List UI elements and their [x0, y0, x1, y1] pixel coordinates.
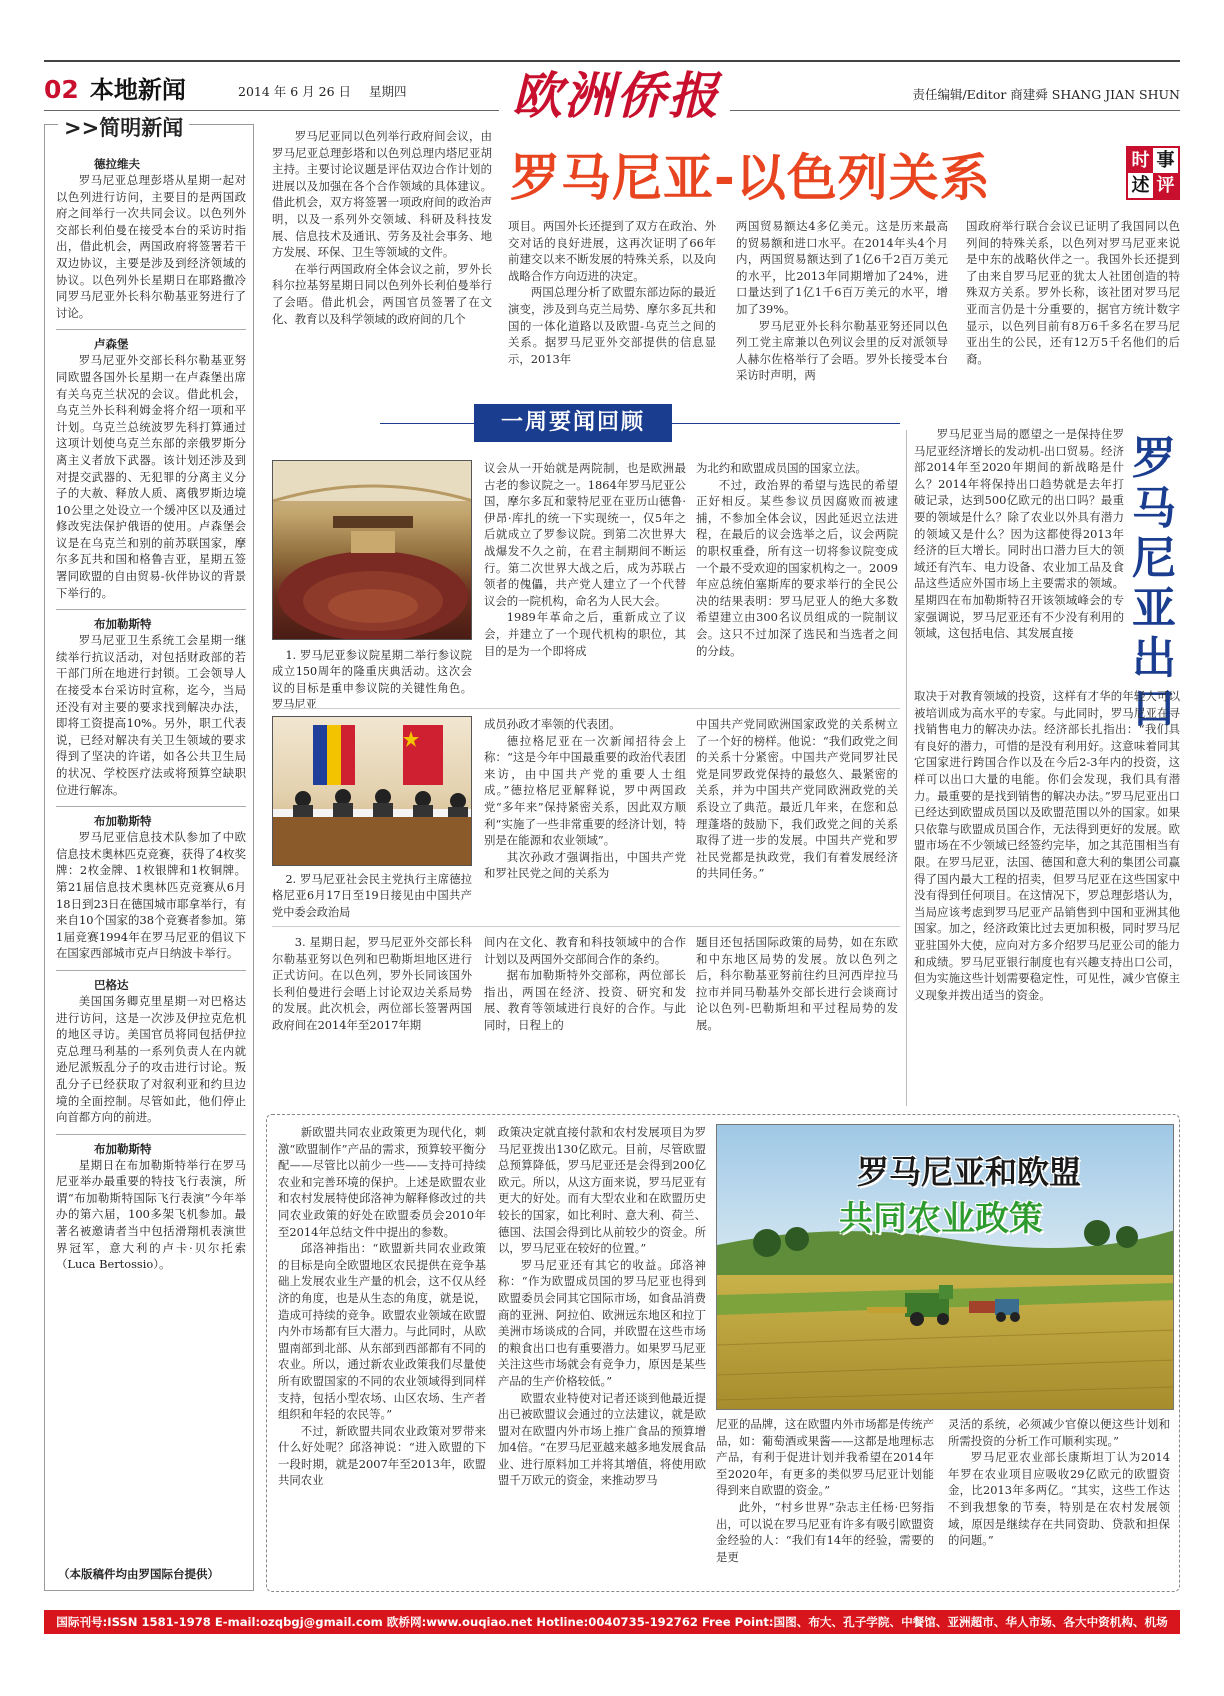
lead-col-1 [272, 128, 492, 394]
lead-article-title: 罗马尼亚-以色列关系 [510, 149, 991, 207]
export-paragraph: 罗马尼亚当局的愿望之一是保持住罗马尼亚经济增长的发动机-出口贸易。经济部2014年至2020年期间的新战略是什么？2014年将保持出口趋势就是去年打破记录，达到500亿欧元的出口吗？最重要的领域是什么？除了农业以外具有潜力的领域又是什么？因为这都使得2013年经济的巨大增长。同时出口潜力巨大的领域还有汽车、电力设备、农业加工品及食品这些适应外国市场上主要需求的领域。星期四在布加勒斯特召开该领域峰会的专家强调说，罗马尼亚还有不少没有利用的领域，这包括电信、其发展直接 [914, 427, 1124, 641]
review-2-col-2 [696, 716, 898, 916]
sidebar-footer-note: （本版稿件均由罗国际台提供） [58, 1567, 219, 1581]
review-3-col-3 [696, 934, 898, 1106]
badge-char: 述 [1131, 175, 1150, 196]
agri-title-line-1: 罗马尼亚和欧盟 [857, 1153, 1082, 1191]
review-3-col-1 [272, 934, 472, 1106]
agri-col-1 [278, 1124, 486, 1584]
agri-paragraph: 不过，新欧盟共同农业政策对罗带来什么好处呢？邱洛神说：“进入欧盟的下一段时期，就是2007年至2013年，欧盟共同农业 [278, 1423, 486, 1488]
page-number: 02 [44, 75, 79, 104]
brief-divider [56, 609, 246, 610]
brief-place: 德拉维夫 [94, 157, 140, 171]
review-paragraph: 中国共产党同欧洲国家政党的关系树立了一个好的榜样。他说：“我们政党之间的关系十分紧密。中国共产党同罗社民党是同罗政党保持的最悠久、最紧密的关系，并为中国共产党同欧洲政党的关系设立了典范。最近几年来，在您和总理蓬塔的鼓励下，我们政党之间的关系取得了进一步的发展。中国共产党和罗社民党都是执政党，我们有着发展经济的共同任务。” [696, 717, 898, 881]
meeting-illustration [273, 717, 472, 866]
review-3-col-2 [484, 934, 686, 1106]
brief-place: 卢森堡 [94, 337, 129, 352]
sidebar-title: >>简明新闻 [58, 112, 189, 142]
review-paragraph: 间内在文化、教育和科技领域中的合作计划以及两国外交部间合作的条约。 [484, 935, 686, 966]
lead-paragraph: 两国总理分析了欧盟东部边际的最近演变，涉及到乌克兰局势、摩尔多瓦共和国的一体化道路以及欧盟-乌克兰之间的关系。据罗马尼亚外交部提供的信息显示，2013年 [508, 285, 716, 366]
review-paragraph: 成员孙政才率领的代表团。 [484, 717, 621, 731]
export-col-bottom [914, 688, 1180, 1106]
brief-place: 布加勒斯特 [94, 814, 152, 829]
lead-col-4 [966, 218, 1180, 394]
lead-col-2 [508, 218, 716, 394]
brief-place: 巴格达 [94, 977, 129, 992]
commentary-badge [1126, 146, 1180, 200]
page-header [44, 70, 186, 105]
photo-caption-1: 1. 罗马尼亚参议院星期二举行参议院成立150周年的隆重庆典活动。这次会议的目标是重申参议院的关键性角色。罗马尼亚 [272, 649, 472, 712]
weekday-text: 星期四 [369, 84, 407, 99]
brief-divider [56, 970, 246, 971]
agri-paragraph: 罗马尼亚还有其它的收益。邱洛神称：“作为欧盟成员国的罗马尼亚也得到欧盟委员会同其它国际市场，如食品消费商的亚洲、阿拉伯、欧洲远东地区和拉丁美洲市场谈成的合同，并欧盟在这些市场的粮食出口也有重要潜力。如果罗马尼亚关注这些市场就会有竞争力，原因是某些产品的生产价格较低。” [498, 1257, 706, 1388]
senate-hall-illustration [273, 461, 472, 640]
weekly-review-banner: 一周要闻回顾 [474, 404, 672, 442]
agri-col-4 [948, 1416, 1170, 1584]
lead-paragraph: 国政府举行联合会议已证明了我国同以色列间的特殊关系，以色列对罗马尼亚来说是中东的战略伙伴之一。我国外长还提到了由来自罗马尼亚的犹太人社团创造的特殊双方关系。罗外长称，该社团对罗马尼亚而言仍是十分重要的，据官方统计数字显示，以色列目前有8万6千多名在罗马尼亚出生的公民，还有12万5千名他们的后裔。 [966, 219, 1180, 366]
lead-paragraph: 罗马尼亚外长科尔勒基亚努还同以色列工党主席兼以色列议会里的反对派领导人赫尔佐格举行了会晤。罗外长接受本台采访时声明，两 [736, 318, 948, 383]
date-text: 2014 年 6 月 26 日 [238, 84, 352, 99]
review-paragraph: 1989年革命之后，重新成立了议会，并建立了一个现代机构的职位，其目的是为一个即将成 [484, 610, 686, 658]
footer-bar: 国际刊号:ISSN 1581-1978 E-mail:ozqbgj@gmail.com 欧桥网:www.ouqiao.net Hotline:0040735-192762 Free Point:国图、布大、孔子学院、中餐馆、亚洲超市、华人市场、各大中资机构、机场 [44, 1610, 1180, 1634]
agri-col-3 [716, 1416, 934, 1584]
brief-place: 布加勒斯特 [94, 617, 152, 632]
agri-title-line-2: 共同农业政策 [839, 1199, 1043, 1239]
export-col-top [914, 426, 1124, 682]
badge-char: 评 [1153, 173, 1178, 198]
brief-place: 布加勒斯特 [94, 1141, 152, 1156]
lead-paragraph: 两国贸易额达4多亿美元。这是历来最高的贸易额和进口水平。在2014年头4个月内，两国贸易额达到了1亿6千2百万美元的水平，比2013年同期增加了24%，进口量达到了1亿1千6百万美元的水平，增加了39%。 [736, 219, 948, 316]
section-name: 本地新闻 [89, 76, 186, 104]
review-paragraph: 其次孙政才强调指出，中国共产党和罗社民党之间的关系为 [484, 849, 686, 881]
brief-divider [56, 329, 246, 330]
review-paragraph: 议会从一开始就是两院制，也是欧洲最古老的参议院之一。1864年罗马尼亚公国，摩尔多瓦和蒙特尼亚在亚历山德鲁·伊昂·库扎的统一下实现统一，仅5年之后就成立了罗参议院。到第二次世界大战爆发不久之前，在君主制期间不断运行。第二次世界大战之后，成为苏联占领者的傀儡，共产党人建立了一个代替议会的一院机构，命名为人民大会。 [484, 461, 686, 608]
brief-divider [56, 806, 246, 807]
agri-paragraph: 邱洛神指出：“欧盟新共同农业政策的目标是向全欧盟地区农民提供在竞争基础上发展农业生产量的机会，这不仅从经济的角度，也是从生态的角度，就是说，造成可持续的竞争。欧盟农业领域在欧盟内外市场都有巨大潜力。与此同时，从欧盟南部到北部、从东部到西部都有不同的农业。所以，通过新农业政策我们尽量使所有欧盟国家的不同的农业领域得到同样支持，包括小型农场、山区农场、生产者组织和年轻的农民等。” [278, 1241, 486, 1422]
agri-paragraph: 欧盟农业特使对记者还谈到他最近提出已被欧盟议会通过的立法建议，就是欧盟对在欧盟内外市场上推广食品的预算增加4倍。“在罗马尼亚越来越多地发展食品业、进行原料加工并将其增值，将使用欧盟千万欧元的资金，来推动罗马 [498, 1390, 706, 1488]
delegation-meeting-photo [272, 716, 472, 866]
brief-news-list [56, 150, 246, 1570]
brief-divider [56, 1134, 246, 1135]
photo-caption-2: 2. 罗马尼亚社会民主党执行主席德拉格尼亚6月17日至19日接见由中国共产党中委会政治局 [272, 873, 472, 919]
review-1-col-2 [696, 460, 898, 698]
brief-text: 美国国务卿克里星期一对巴格达进行访问，这是一次涉及伊拉克危机的地区寻访。美国官员将同包括伊拉克总理马利基的一系列负责人在内就逊尼派叛乱分子的攻击进行讨论。叛乱分子已经获取了对叙利亚和约旦边境的全面控制。尽管如此，他们停止向首都方向的前进。 [56, 993, 246, 1125]
brief-text: 罗马尼亚总理彭塔从星期一起对以色列进行访问，主要目的是两国政府之间举行一次共同会议。以色列外交部长利伯曼在接受本台的采访时指出，借此机会，两国政府将签署若干双边协议，主要是涉及到经济领域的协议。以色列外长星期日在耶路撒冷同罗马尼亚外长科尔勒基亚努进行了讨论。 [56, 173, 246, 320]
agri-paragraph: 政策决定就直接付款和农村发展项目为罗马尼亚拨出130亿欧元。目前，尽管欧盟总预算降低，罗马尼亚还是会得到200亿欧元。所以，从这方面来说，罗马尼亚有更大的好处。而有大型农业和在欧盟历史较长的国家，如比利时、意大利、荷兰、德国、法国会得到比从前较少的资金。所以，罗马尼亚在较好的位置。” [498, 1125, 706, 1256]
export-article-title: 罗马尼亚出口 [1132, 433, 1176, 734]
lead-paragraph: 项目。两国外长还提到了双方在政治、外交对话的良好进展，这再次证明了66年前建交以来不断发展的特殊关系，以及向战略合作方向迈进的决定。 [508, 219, 716, 283]
review-paragraph: 为北约和欧盟成员国的国家立法。 [696, 461, 867, 475]
brief-text: 星期日在布加勒斯特举行在罗马尼亚举办最重要的特技飞行表演，所谓“布加勒斯特国际飞行表演”今年举办的第六届，100多架飞机参加。最著名被邀请者当中包括滑翔机表演世界冠军，意大利的卢卡·贝尔托索（Luca Bertossio）。 [56, 1157, 246, 1272]
editor-credit: 责任编辑/Editor 商建舜 SHANG JIAN SHUN [912, 87, 1180, 102]
agri-paragraph: 尼亚的品牌，这在欧盟内外市场都是传统产品，如：葡萄酒或果酱——这都是地理标志产品，有利于促进计划并我希望在2014年至2020年，有更多的类似罗马尼亚计划能得到来自欧盟的资金。” [716, 1417, 934, 1498]
review-paragraph: 据布加勒斯特外交部称，两位部长指出，两国在经济、投资、研究和发展、教育等领域进行良好的合作。与此同时，日程上的 [484, 968, 686, 1032]
issue-date [238, 82, 407, 100]
review-1-col-1 [484, 460, 686, 698]
review-2-col-1 [484, 716, 686, 916]
masthead-logo: 欧洲侨报 [512, 66, 720, 125]
agri-paragraph: 灵活的系统，必须减少官僚以便这些计划和所需投资的分析工作可顺利实现。” [948, 1417, 1170, 1448]
agri-col-2 [498, 1124, 706, 1584]
brief-text: 罗马尼亚信息技术队参加了中欧信息技术奥林匹克竞赛，获得了4枚奖牌：2枚金牌、1枚银牌和1枚铜牌。第21届信息技术奥林匹克竞赛从6月18日到23日在德国城市耶拿举行，有来自10个国家的38个竞赛者参加。第1届竞赛1994年在罗马尼亚的倡议下在国家西部城市克卢日纳波卡举行。 [56, 830, 246, 961]
lead-paragraph: 罗马尼亚同以色列举行政府间会议，由罗马尼亚总理彭塔和以色列总理内塔尼亚胡主持。主要讨论议题是评估双边合作计划的进展以及加强在各个合作领域的具体建议。借此机会，双方将签署一项政府间的政治声明，以及一系列外交领域、科研及科技发展、信息技术及通讯、劳务及社会事务、地方发展、环保、卫生等领域的文件。 [272, 129, 492, 260]
lead-paragraph: 在举行两国政府全体会议之前，罗外长科尔拉基努星期日同以色列外长利伯曼举行了会晤。借此机会，两国官员签署了在文化、教育以及科学领域的政府间的几个 [272, 261, 492, 326]
brief-text: 罗马尼亚卫生系统工会星期一继续举行抗议活动，对包括财政部的若干部门所在地进行封锁。工会领导人在接受本台采访时宣称，迄今，当局还没有对主要的要求找到解决办法，即将工资提高10%。另外，职工代表说，已经对解决有关卫生领域的要求得到了坚决的许诺，如各公共卫生局的状况、学校医疗法或将预算空缺职位进行解冻。 [56, 633, 246, 797]
review-paragraph: 德拉格尼亚在一次新闻招待会上称：“这是今年中国最重要的政治代表团来访，由中国共产党的重要人士组成。”德拉格尼亚解释说，罗中两国政党“多年来”保持紧密关系，因此双方顺利“实施了一些非常重要的经济计划，特别是在能源和农业领域”。 [484, 733, 686, 848]
agri-paragraph: 罗马尼亚农业部长康斯坦丁认为2014年罗在农业项目应吸收29亿欧元的欧盟资金，比2013年多两亿。“其实，这些工作达不到我想象的节奏，特别是在农村发展领域，原因是继续存在共同资助、贷款和担保的问题。” [948, 1450, 1170, 1548]
brief-text: 罗马尼亚外交部长科尔勒基亚努同欧盟各国外长星期一在卢森堡出席有关乌克兰状况的会议。借此机会，乌克兰外长科利姆金将介绍一项和平计划。乌克兰总统波罗先科打算通过这项计划使乌克兰东部的亲俄罗斯分离主义者放下武器。该计划还涉及到对提交武器的、无犯罪的分离主义分子的大赦、释放人质、离俄罗斯边境10公里之处设立一个缓冲区以及通过修改宪法保护俄语的使用。卢森堡会议是在乌克兰和别的前苏联国家，摩尔多瓦共和国和格鲁吉亚，星期五签署同欧盟的自由贸易-伙伴协议的背景下举行的。 [56, 353, 246, 600]
review-paragraph: 不过，政治界的希望与选民的希望正好相反。某些参议员因腐败而被逮捕，不参加全体会议，因此延迟立法进程，在最后的议会选举之后，议会两院的职权重叠，所有这一切将参议院变成一个最不受欢迎的国家机构之一。2009年应总统伯塞斯库的要求举行的全民公决的结果表明：罗马尼亚人的绝大多数希望建立由300名议员组成的一院制议会。这只不过加深了选民和当选者之间的分歧。 [696, 477, 898, 658]
farm-field-photo [716, 1124, 1174, 1410]
badge-char: 事 [1156, 150, 1175, 171]
badge-char: 时 [1128, 148, 1153, 173]
agri-paragraph: 此外，“村乡世界”杂志主任杨·巴努指出，可以说在罗马尼亚有许多有吸引欧盟资金经验的人：“我们有14年的经验，需要的是更 [716, 1499, 934, 1564]
review-paragraph: 题目还包括国际政策的局势，如在东欧和中东地区局势的发展。放以色列之后，科尔勒基亚努前往约旦河西岸拉马拉市并同马勒基外交部长进行会谈商讨论以色列-巴勒斯坦和平过程局势的发展。 [696, 935, 898, 1032]
agri-paragraph: 新欧盟共同农业政策更为现代化，刺激“欧盟制作”产品的需求，预算较平衡分配——尽管比以前少一些——支持可持续农业和完善环境的保护。上述是欧盟农业和农村发展特使邱洛神为解释修改过的共同农业政策的好处在欧盟委员会2010年至2014年总结文件中提出的参数。 [278, 1125, 486, 1239]
review-paragraph: 3. 星期日起，罗马尼亚外交部长科尔勒基亚努以色列和巴勒斯坦地区进行正式访问。在以色列，罗外长同该国外长利伯曼进行会晤上讨论双边关系局势的发展。此次机会，两位部长签署两国政府间在2014年至2017年期 [272, 935, 472, 1032]
lead-col-3 [736, 218, 948, 394]
export-paragraph: 取决于对教育领域的投资，这样有才华的年轻人可以被培训成为高水平的专家。与此同时，罗马尼亚在寻找销售电力的解决办法。经济部长扎指出：“我们具有良好的潜力，可惜的是没有利用好。这意味着同其它国家进行跨国合作以及在今后2-3年内的投资，这样可以出口大量的电能。你们会发现，我们具有潜力。最重要的是找到销售的解决办法。”罗马尼亚出口已经达到欧盟成员国以及欧盟范围以外的国家。如果只依靠与欧盟成员国合作，无法得到更好的发展。欧盟市场在不少领域已经签约完毕，加之其范围相当有限。在罗马尼亚，法国、德国和意大利的集团公司赢得了国内最大工程的招卖，但罗马尼亚在这些国家中没有得到任何项目。在这情况下，罗总理彭塔认为，当局应该考虑到罗马尼亚产品销售到中国和亚洲其他国家。加之，经济政策比过去更加积极，同时罗马尼亚驻国外大使，应向对方多介绍罗马尼亚公司的能力和成绩。罗马尼亚银行制度也有兴趣支持出口公司，但为实施这些计划需要稳定性，可见性，减少官僚主义现象并拨出适当的资金。 [914, 689, 1180, 1002]
senate-hall-photo [272, 460, 472, 640]
